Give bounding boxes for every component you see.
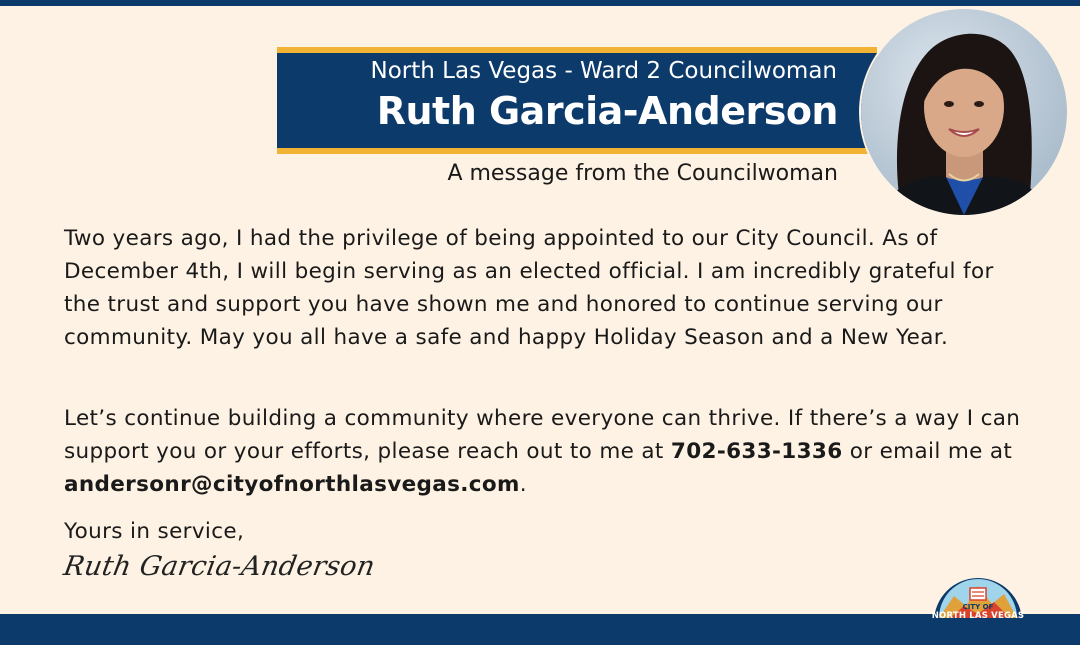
top-border [0,0,1080,6]
banner-name: Ruth Garcia-Anderson [376,89,838,133]
logo-text-north-las-vegas: NORTH LAS VEGAS [931,611,1025,621]
bottom-border [0,614,1080,645]
closing-line: Yours in service, [64,519,245,544]
email-address: andersonr@cityofnorthlasvegas.com [64,472,520,497]
paragraph2-text-2: or email me at [842,439,1013,464]
paragraph2-text-1: Let’s continue building a community where everyone can thrive. If there’s a way I can support you or your efforts, please reach out to me at [64,406,1021,464]
banner-gold-stripe-bottom [277,148,877,154]
message-paragraph-2 [64,402,1024,501]
logo-text-city-of: CITY OF [962,603,994,611]
banner-subtitle: North Las Vegas - Ward 2 Councilwoman [370,58,837,84]
message-heading: A message from the Councilwoman [447,161,838,186]
message-paragraph-1: Two years ago, I had the privilege of being appointed to our City Council. As of December 4th, I will begin serving as an elected official. I am incredibly grateful for the trust and support you have shown me and honored to continue serving our community. May you all have a safe and happy Holiday Season and a New Year. [64,226,994,350]
portrait-photo-icon [861,9,1067,215]
phone-number: 702-633-1336 [670,439,843,464]
signature: Ruth Garcia-Anderson [61,551,378,582]
paragraph2-text-3: . [519,472,527,497]
